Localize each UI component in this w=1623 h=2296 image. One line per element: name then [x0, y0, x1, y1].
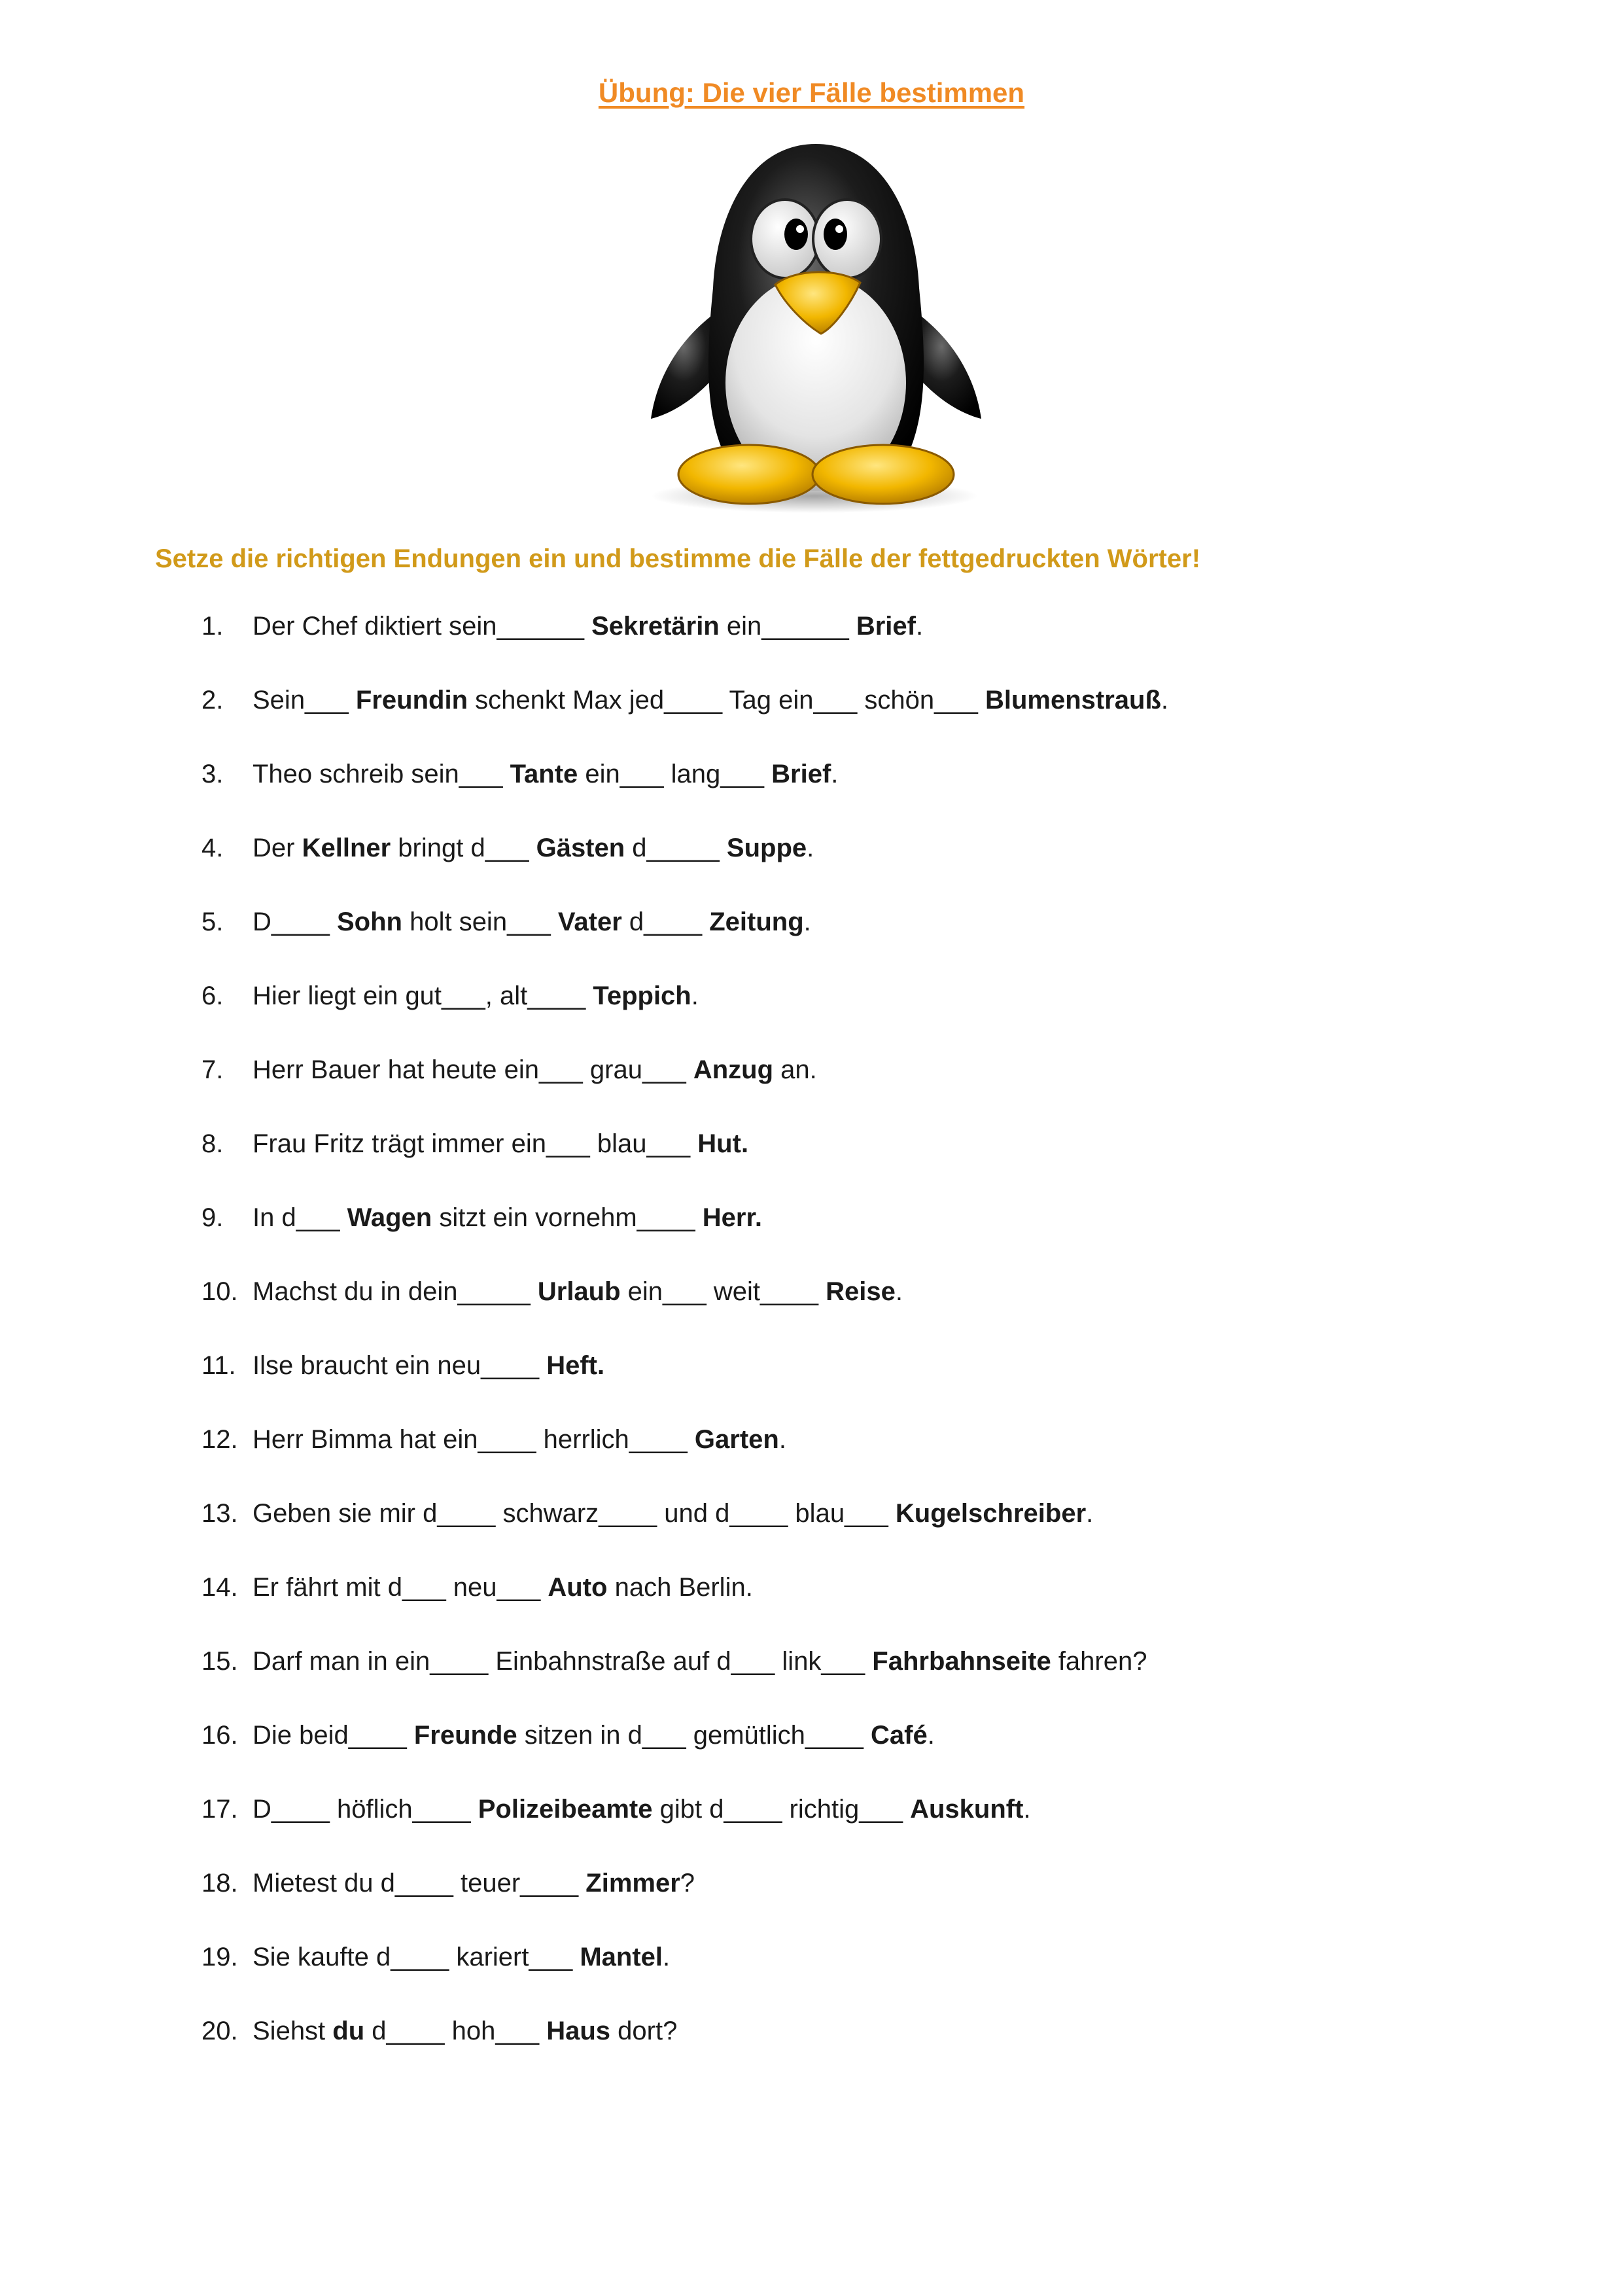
bold-word: Haus [546, 2017, 611, 2045]
item-sentence [253, 898, 811, 946]
sentence-text: . [895, 1277, 903, 1306]
item-number: 7. [201, 1055, 224, 1084]
item-sentence [253, 2007, 677, 2055]
sentence-text: Machst du in dein_____ [253, 1277, 538, 1306]
item-number: 3. [201, 760, 224, 788]
sentence-text: d____ [621, 908, 710, 936]
exercise-instruction: Setze die richtigen Endungen ein und bestimme die Fälle der fettgedruckten Wörter! [155, 544, 1201, 573]
item-number: 19. [201, 1943, 238, 1971]
sentence-text: Geben sie mir d____ schwarz____ und d____ blau___ [253, 1499, 896, 1528]
item-number: 2. [201, 686, 224, 715]
sentence-text: Ilse braucht ein neu____ [253, 1351, 547, 1380]
item-number: 5. [201, 908, 224, 936]
bold-word: Auto [548, 1573, 608, 1602]
bold-word: Café [871, 1721, 928, 1750]
bold-word: Freundin [355, 686, 468, 715]
item-sentence [253, 1859, 695, 1907]
sentence-text: Siehst [253, 2017, 333, 2045]
item-number: 10. [201, 1277, 238, 1306]
item-sentence [253, 1341, 604, 1390]
sentence-text: . [915, 612, 924, 641]
bold-word: Heft. [546, 1351, 605, 1380]
page-title: Übung: Die vier Fälle bestimmen [598, 77, 1025, 108]
sentence-text: D____ [253, 908, 337, 936]
sentence-text: schenkt Max jed____ Tag ein___ schön___ [468, 686, 985, 715]
bold-word: Freunde [413, 1721, 517, 1750]
bold-word: Herr. [702, 1203, 762, 1232]
sentence-text: . [691, 981, 699, 1010]
sentence-text: an. [773, 1055, 817, 1084]
sentence-text: . [1023, 1795, 1031, 1824]
item-number: 8. [201, 1129, 224, 1158]
item-sentence [253, 1193, 762, 1242]
item-number: 18. [201, 1869, 238, 1898]
item-sentence [253, 1489, 1093, 1538]
bold-word: Brief [771, 760, 831, 788]
bold-word: Zimmer [585, 1869, 680, 1898]
sentence-text: d____ hoh___ [364, 2017, 547, 2045]
sentence-text: . [1086, 1499, 1094, 1528]
bold-word: Gästen [536, 834, 625, 862]
item-number: 12. [201, 1425, 238, 1454]
sentence-text: Hier liegt ein gut___, alt____ [253, 981, 593, 1010]
sentence-text: Herr Bimma hat ein____ herrlich____ [253, 1425, 695, 1454]
sentence-text: sitzen in d___ gemütlich____ [517, 1721, 871, 1750]
sentence-text: Die beid____ [253, 1721, 414, 1750]
bold-word: Polizeibeamte [478, 1795, 653, 1824]
bold-word: Kugelschreiber [895, 1499, 1087, 1528]
item-number: 11. [201, 1351, 236, 1380]
sentence-text: holt sein___ [402, 908, 558, 936]
sentence-text: ein___ lang___ [578, 760, 772, 788]
item-sentence [253, 676, 1168, 724]
sentence-text: d_____ [625, 834, 727, 862]
sentence-text: . [1161, 686, 1169, 715]
item-number: 15. [201, 1647, 238, 1676]
item-sentence [253, 824, 814, 872]
bold-word: Wagen [347, 1203, 432, 1232]
sentence-text: . [927, 1721, 935, 1750]
item-number: 1. [201, 612, 224, 641]
bold-word: Tante [510, 760, 578, 788]
bold-word: Reise [826, 1277, 896, 1306]
sentence-text: Theo schreib sein___ [253, 760, 510, 788]
bold-word: Fahrbahnseite [872, 1647, 1051, 1676]
bold-word: Suppe [726, 834, 807, 862]
item-number: 4. [201, 834, 224, 862]
bold-word: Sohn [336, 908, 402, 936]
sentence-text: Frau Fritz trägt immer ein___ blau___ [253, 1129, 698, 1158]
item-sentence [253, 1120, 748, 1168]
item-number: 14. [201, 1573, 238, 1602]
sentence-text: In d___ [253, 1203, 347, 1232]
sentence-text: Der [253, 834, 302, 862]
item-sentence [253, 602, 923, 650]
bold-word: Urlaub [537, 1277, 621, 1306]
bold-word: Sekretärin [591, 612, 720, 641]
sentence-text: dort? [610, 2017, 678, 2045]
item-sentence [253, 1563, 753, 1612]
penguin-icon [625, 137, 1007, 517]
sentence-text: D____ höflich____ [253, 1795, 478, 1824]
bold-word: Kellner [302, 834, 391, 862]
bold-word: Zeitung [709, 908, 804, 936]
sentence-text: gibt d____ richtig___ [652, 1795, 911, 1824]
bold-word: Brief [856, 612, 916, 641]
sentence-text: . [778, 1425, 786, 1454]
bold-word: Vater [557, 908, 622, 936]
sentence-text: bringt d___ [391, 834, 536, 862]
item-sentence [253, 1711, 935, 1759]
item-number: 20. [201, 2017, 238, 2045]
item-sentence [253, 972, 699, 1020]
sentence-text: Er fährt mit d___ neu___ [253, 1573, 548, 1602]
bold-word: Anzug [693, 1055, 773, 1084]
item-sentence [253, 1933, 670, 1981]
sentence-text: Darf man in ein____ Einbahnstraße auf d___ link___ [253, 1647, 873, 1676]
sentence-text: ein___ weit____ [620, 1277, 826, 1306]
item-sentence [253, 1267, 903, 1316]
bold-word: Blumenstrauß [985, 686, 1161, 715]
bold-word: Auskunft [910, 1795, 1024, 1824]
bold-word: Garten [694, 1425, 779, 1454]
sentence-text: Herr Bauer hat heute ein___ grau___ [253, 1055, 693, 1084]
bold-word: Teppich [593, 981, 691, 1010]
item-sentence [253, 750, 838, 798]
sentence-text: ein______ [719, 612, 856, 641]
sentence-text: nach Berlin. [607, 1573, 753, 1602]
sentence-text: Sie kaufte d____ kariert___ [253, 1943, 580, 1971]
item-sentence [253, 1637, 1147, 1686]
item-number: 9. [201, 1203, 224, 1232]
item-number: 16. [201, 1721, 238, 1750]
item-number: 17. [201, 1795, 238, 1824]
item-sentence [253, 1785, 1031, 1833]
sentence-text: Mietest du d____ teuer____ [253, 1869, 586, 1898]
sentence-text: . [803, 908, 811, 936]
sentence-text: Der Chef diktiert sein______ [253, 612, 592, 641]
bold-word: Mantel [580, 1943, 663, 1971]
sentence-text: fahren? [1051, 1647, 1147, 1676]
item-sentence [253, 1415, 786, 1464]
sentence-text: ? [680, 1869, 695, 1898]
sentence-text: Sein___ [253, 686, 356, 715]
sentence-text: sitzt ein vornehm____ [432, 1203, 703, 1232]
item-number: 13. [201, 1499, 238, 1528]
sentence-text: . [831, 760, 839, 788]
bold-word: Hut. [697, 1129, 749, 1158]
sentence-text: . [663, 1943, 671, 1971]
item-number: 6. [201, 981, 224, 1010]
bold-word: du [332, 2017, 365, 2045]
item-sentence [253, 1046, 817, 1094]
sentence-text: . [807, 834, 814, 862]
